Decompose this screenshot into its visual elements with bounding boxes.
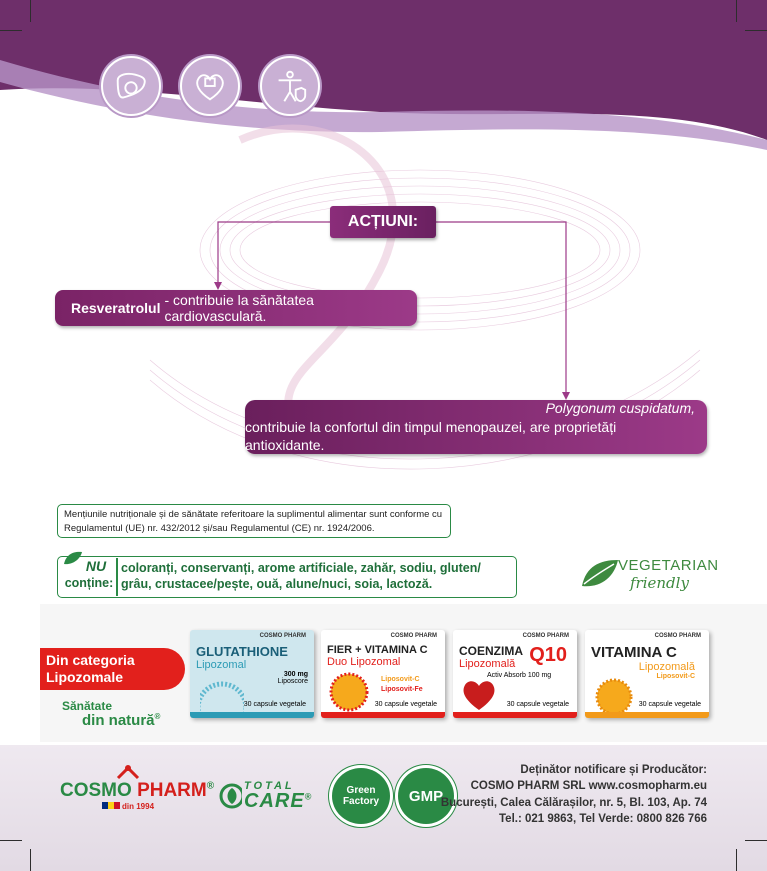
- romania-flag: [102, 802, 120, 809]
- regulation-line-2: Regulamentul (UE) nr. 432/2012 și/sau Regulamentul (CE) nr. 1924/2006.: [64, 522, 375, 534]
- product-count: 30 capsule vegetale: [243, 701, 306, 708]
- product-count: 30 capsule vegetale: [506, 701, 569, 708]
- producer-line-1: Deținător notificare și Producător:: [520, 764, 707, 776]
- product-name: GLUTATHIONE: [196, 644, 288, 659]
- product-brand: COSMO PHARM: [654, 633, 701, 639]
- product-tech: Liposovit-C: [656, 673, 695, 680]
- free-from-label: [60, 558, 118, 596]
- vegetarian-label: VEGETARIAN: [618, 557, 719, 574]
- free-from-divider: [116, 558, 118, 596]
- polygonum-claim: [245, 400, 707, 454]
- crop-mark: [30, 0, 31, 22]
- total-care-leaf-icon: [218, 780, 242, 810]
- cosmo-logo-word-2: PHARM: [137, 780, 207, 801]
- total-care-logo: [244, 780, 312, 813]
- polygonum-text: contribuie la confortul din timpul menopauzei, are proprietăți antioxidante.: [245, 418, 617, 454]
- product-sub: Lipozomală: [459, 658, 516, 670]
- total-care-care: CARE: [244, 790, 305, 812]
- crop-mark: [745, 840, 767, 841]
- product-name: COENZIMA: [459, 644, 523, 658]
- cosmo-pharm-logo: [60, 780, 214, 802]
- crop-mark: [30, 849, 31, 871]
- polygonum-name: Polygonum cuspidatum,: [545, 399, 695, 416]
- free-from-contine: conține:: [64, 575, 114, 590]
- heart-chip-icon: [191, 67, 229, 105]
- crop-mark: [745, 30, 767, 31]
- heart-chip-icon-badge: [180, 56, 240, 116]
- gmp-text: GMP: [408, 787, 444, 805]
- din-natura-label: [82, 712, 160, 729]
- product-brand: COSMO PHARM: [522, 633, 569, 639]
- vegetarian-friendly: friendly: [630, 574, 689, 592]
- free-from-line-2: grâu, crustacee/pește, ouă, alune/nuci, soia, lactoză.: [121, 577, 433, 592]
- product-count: 30 capsule vegetale: [374, 701, 437, 708]
- resveratrol-name: Resveratrolul: [71, 300, 161, 316]
- sanatate-label: Sănătate: [62, 699, 113, 713]
- producer-line-3: București, Calea Călărașilor, nr. 5, Bl. 103, Ap. 74: [440, 796, 707, 809]
- product-dose: 300 mg: [283, 671, 308, 678]
- liver-icon-badge: [101, 56, 161, 116]
- crop-mark: [0, 840, 22, 841]
- green-factory-text: Green Factory: [342, 785, 380, 807]
- producer-info: [441, 762, 707, 827]
- product-brand: COSMO PHARM: [259, 633, 306, 639]
- product-brand: COSMO PHARM: [390, 633, 437, 639]
- liposome-icon: [200, 678, 244, 714]
- body-shield-icon: [271, 67, 309, 105]
- product-tech-2: Liposovit-Fe: [381, 686, 423, 693]
- regulation-note: [57, 504, 451, 538]
- product-tech: Liposcore: [277, 678, 308, 685]
- product-name: FIER + VITAMINA C: [327, 644, 428, 656]
- resveratrol-text: - contribuie la sănătatea cardiovasculară.: [164, 292, 314, 324]
- producer-line-4: Tel.: 021 9863, Tel Verde: 0800 826 766: [499, 812, 707, 825]
- regulation-line-1: Mențiunile nutriționale și de sănătate referitoare la suplimentul alimentar sunt conforme cu: [64, 509, 443, 520]
- category-line-2: Lipozomale: [46, 669, 124, 685]
- producer-line-2: COSMO PHARM SRL www.cosmopharm.eu: [470, 780, 707, 793]
- product-sub: Lipozomal: [196, 659, 247, 671]
- actions-title: ACȚIUNI:: [330, 206, 436, 238]
- product-vitamina-c: [585, 630, 709, 718]
- product-coenzima-q10: [453, 630, 577, 718]
- product-sub: Lipozomală: [638, 661, 695, 673]
- resveratrol-claim: [55, 290, 417, 326]
- product-name: VITAMINA C: [591, 644, 677, 661]
- crop-mark: [736, 849, 737, 871]
- free-from-line-1: coloranți, conservanți, arome artificiale, zahăr, sodiu, gluten/: [121, 561, 481, 575]
- cosmo-logo-word-1: COSMO: [60, 780, 132, 801]
- product-tech: Activ Absorb 100 mg: [487, 672, 552, 679]
- free-from-nu: NU: [85, 558, 107, 574]
- product-glutathione: [190, 630, 314, 718]
- cosmo-logo-reg: ®: [206, 780, 215, 792]
- orange-liposome-icon: [593, 676, 635, 714]
- green-factory-seal: [332, 768, 390, 824]
- product-tech: Liposovit-C: [381, 676, 420, 683]
- total-care-word-1: TOTAL: [244, 780, 295, 792]
- liver-icon: [112, 67, 150, 105]
- heart-icon: [459, 676, 499, 712]
- product-q10: Q10: [529, 644, 567, 666]
- product-count: 30 capsule vegetale: [638, 701, 701, 708]
- body-shield-icon-badge: [260, 56, 320, 116]
- total-care-reg: ®: [304, 791, 313, 802]
- crop-mark: [736, 0, 737, 22]
- vegetarian-leaf-icon: [580, 556, 620, 590]
- free-from-list: [121, 560, 511, 593]
- din-natura-reg: ®: [154, 712, 161, 721]
- din-natura-text: din natură: [82, 712, 155, 729]
- category-line-1: Din categoria: [46, 652, 135, 669]
- product-fier-vitamina-c: [321, 630, 445, 718]
- product-sub: Duo Lipozomal: [327, 656, 401, 668]
- total-care-word-2: [244, 790, 312, 813]
- din-1994-label: din 1994: [122, 802, 155, 811]
- category-pill: [40, 648, 185, 690]
- crop-mark: [0, 30, 22, 31]
- orange-liposome-icon: [327, 670, 371, 714]
